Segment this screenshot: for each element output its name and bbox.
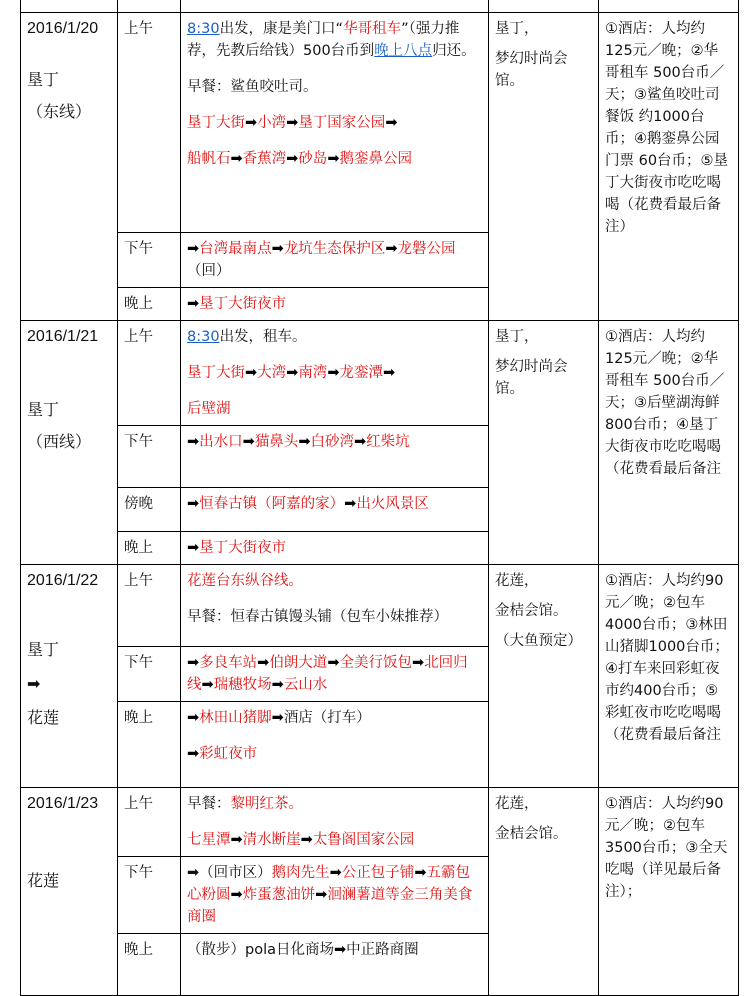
day3-eve-part2 — [187, 743, 482, 765]
arrow-icon: ➡ — [187, 434, 200, 450]
route-stop: 大湾 — [257, 365, 287, 381]
day1-breakfast: 早餐：鲨鱼咬吐司。 — [187, 79, 318, 95]
day1-hotel-cell — [489, 13, 599, 321]
day1-am-route2 — [187, 148, 482, 170]
route-stop: 垦丁大街 — [187, 365, 245, 381]
day2-am-route2: 后壁湖 — [187, 401, 231, 417]
day1-am-text2: ”（强力推荐，先教后给钱）500台币到 — [187, 21, 460, 59]
day3-am-content — [181, 565, 489, 647]
day2-hotel-line2: 梦幻时尚会馆。 — [495, 359, 568, 397]
day1-time-link[interactable]: 8:30 — [187, 21, 220, 37]
day2-dusk-content — [181, 488, 489, 532]
day1-date: 2016/1/20 — [27, 20, 99, 37]
arrow-icon: ➡ — [230, 887, 243, 903]
day1-notes: ①酒店：人均约125元／晚；②华哥租车 500台币／天；③鲨鱼咬吐司餐饭 约1000台币；④鹅銮鼻公园门票 60台币；⑤垦丁大街夜市吃吃喝喝（花费看最后备注） — [599, 13, 739, 321]
day4-place: 花莲 — [27, 873, 60, 890]
route-stop: 伯朗大道 — [269, 655, 328, 671]
arrow-icon: ➡ — [271, 677, 284, 693]
day3-arrow: ➡ — [27, 676, 41, 693]
arrow-icon: ➡ — [187, 496, 200, 512]
day3-eve-arrow: ➡ — [271, 710, 284, 726]
arrow-icon: ➡ — [327, 151, 340, 167]
route-stop: 洄澜薯道等金三角美食商圈 — [187, 887, 473, 925]
route-stop: 船帆石 — [187, 151, 231, 167]
day2-date: 2016/1/21 — [27, 328, 99, 345]
arrow-icon: ➡ — [298, 434, 311, 450]
arrow-icon: ➡ — [286, 151, 299, 167]
arrow-icon: ➡ — [257, 655, 270, 671]
route-stop: 红柴坑 — [366, 434, 410, 450]
day3-date: 2016/1/22 — [27, 572, 99, 589]
route-stop: 彩虹夜市 — [199, 746, 258, 762]
day3-place: 垦丁 — [27, 642, 60, 659]
day2-place-sub: （西线） — [27, 434, 92, 451]
day2-notes: ①酒店：人均约125元／晚；②华哥租车 500台币／天；③后壁湖海鲜800台币；④垦丁大街夜市吃吃喝喝（花费看最后备注 — [599, 321, 739, 565]
day4-eve-arrow: ➡ — [334, 942, 347, 958]
day3-eve-label: 晚上 — [118, 702, 181, 788]
day1-pm-content — [181, 233, 489, 288]
arrow-icon: ➡ — [230, 151, 243, 167]
day2-am-route1 — [187, 362, 482, 384]
route-stop: 台湾最南点 — [199, 241, 272, 257]
day3-eve-content — [181, 702, 489, 788]
day4-date-cell — [21, 788, 118, 996]
day4-eve-label: 晚上 — [118, 934, 181, 996]
day4-date: 2016/1/23 — [27, 795, 99, 812]
day2-morning-row — [21, 321, 739, 426]
arrow-icon: ➡ — [315, 887, 328, 903]
itinerary-table — [20, 0, 739, 996]
day1-am-text3: 归还。 — [432, 43, 476, 59]
route-stop: 白砂湾 — [310, 434, 354, 450]
day4-pm-label: 下午 — [118, 857, 181, 934]
day2-pm-route — [187, 434, 410, 450]
day3-eve-part1 — [187, 710, 272, 726]
route-stop: 香蕉湾 — [242, 151, 287, 167]
route-stop: 云山水 — [283, 677, 328, 693]
day3-hotel-line3: （大鱼预定） — [495, 633, 582, 649]
day2-hotel-cell — [489, 321, 599, 565]
arrow-icon: ➡ — [327, 655, 340, 671]
arrow-icon: ➡ — [300, 832, 313, 848]
route-stop: 小湾 — [257, 115, 287, 131]
arrow-icon: ➡ — [411, 655, 425, 671]
day3-hotel-line2: 金桔会馆。 — [495, 603, 568, 619]
day4-hotel-line2: 金桔会馆。 — [495, 826, 568, 842]
day4-eve-text2: 中正路商圈 — [346, 942, 419, 958]
route-stop: 七星潭 — [187, 832, 231, 848]
arrow-icon: ➡ — [201, 677, 214, 693]
arrow-icon: ➡ — [382, 365, 396, 381]
day3-date-cell — [21, 565, 118, 788]
day1-eve-label: 晚上 — [118, 288, 181, 321]
arrow-icon: ➡ — [187, 710, 200, 726]
day2-pm-label: 下午 — [118, 426, 181, 488]
arrow-icon: ➡ — [242, 434, 255, 450]
route-stop: 龙銮潭 — [339, 365, 383, 381]
day4-pm-content — [181, 857, 489, 934]
route-stop: 北回归线 — [187, 655, 468, 693]
arrow-icon: ➡ — [329, 865, 342, 881]
day3-eve-hotel: 酒店（打车） — [283, 710, 371, 726]
day1-pm-route — [187, 241, 455, 257]
day3-hotel-cell — [489, 565, 599, 788]
day1-return-link[interactable]: 晚上八点 — [374, 43, 433, 59]
route-stop: 鹅肉先生 — [271, 865, 330, 881]
route-stop: 五霸包心粉圆 — [187, 865, 470, 903]
route-stop: 猫鼻头 — [254, 434, 299, 450]
arrow-icon: ➡ — [230, 832, 243, 848]
day4-pm-head: ➡（回市区） — [187, 865, 272, 881]
arrow-icon: ➡ — [245, 115, 258, 131]
day1-am-label: 上午 — [118, 13, 181, 233]
day1-place: 垦丁 — [27, 72, 60, 89]
day4-hotel-cell — [489, 788, 599, 996]
day4-am-label: 上午 — [118, 788, 181, 857]
arrow-icon: ➡ — [286, 115, 299, 131]
arrow-icon: ➡ — [271, 241, 284, 257]
day3-am-label: 上午 — [118, 565, 181, 647]
day2-am-label: 上午 — [118, 321, 181, 426]
day1-eve-content — [181, 288, 489, 321]
day2-place: 垦丁 — [27, 402, 60, 419]
day1-hotel-line2: 梦幻时尚会馆。 — [495, 51, 568, 89]
day4-hotel-line1: 花莲， — [495, 796, 539, 812]
day2-time-link[interactable]: 8:30 — [187, 329, 220, 345]
day4-notes: ①酒店：人均约90元／晚；②包车3500台币；③全天吃喝（详见最后备注）； — [599, 788, 739, 996]
route-stop: 出火风景区 — [356, 496, 429, 512]
arrow-icon: ➡ — [245, 365, 258, 381]
day4-am-route — [187, 829, 482, 851]
arrow-icon: ➡ — [385, 115, 398, 131]
arrow-icon: ➡ — [187, 540, 200, 556]
day2-pm-content — [181, 426, 489, 488]
day2-eve-route — [187, 540, 286, 556]
day2-dusk-label: 傍晚 — [118, 488, 181, 532]
day3-morning-row — [21, 565, 739, 647]
arrow-icon: ➡ — [187, 296, 200, 312]
day3-pm-label: 下午 — [118, 647, 181, 702]
arrow-icon: ➡ — [187, 655, 200, 671]
route-stop: 瑞穗牧场 — [213, 677, 272, 693]
route-stop: 全美行饭包 — [339, 655, 412, 671]
day3-notes: ①酒店：人均约90元／晚；②包车4000台币；③林田山猪脚1000台币；④打车来回彩虹夜市约400台币；⑤彩虹夜市吃吃喝喝（花费看最后备注 — [599, 565, 739, 788]
day4-breakfast-label: 早餐： — [187, 796, 231, 812]
route-stop: 鹅銮鼻公园 — [339, 151, 412, 167]
day4-morning-row — [21, 788, 739, 857]
day4-eve-content — [181, 934, 489, 996]
day3-hotel-line1: 花莲， — [495, 573, 539, 589]
route-stop: 南湾 — [298, 365, 328, 381]
day2-eve-content — [181, 532, 489, 565]
day3-breakfast: 早餐：恒春古镇馒头铺（包车小妹推荐） — [187, 609, 448, 625]
arrow-icon: ➡ — [353, 434, 367, 450]
route-stop: 出水口 — [199, 434, 243, 450]
day3-place-to: 花莲 — [27, 710, 60, 727]
arrow-icon: ➡ — [187, 746, 200, 762]
route-stop: 砂岛 — [298, 151, 328, 167]
header-spacer-row — [21, 0, 739, 13]
day1-date-cell — [21, 13, 118, 321]
day1-am-text1: 出发，康是美门口“ — [219, 21, 344, 37]
day1-morning-row — [21, 13, 739, 233]
day2-eve-label: 晚上 — [118, 532, 181, 565]
route-stop: 林田山猪脚 — [199, 710, 272, 726]
route-stop: 垦丁大街夜市 — [199, 296, 287, 312]
day4-eve-text1: （散步）pola日化商场 — [187, 942, 334, 958]
arrow-icon: ➡ — [344, 496, 357, 512]
route-stop: 多良车站 — [199, 655, 258, 671]
route-stop: 太鲁阁国家公园 — [312, 832, 415, 848]
arrow-icon: ➡ — [327, 365, 340, 381]
route-stop: 清水断崖 — [242, 832, 301, 848]
day1-am-route1 — [187, 112, 482, 134]
day1-am-content — [181, 13, 489, 233]
day2-hotel-line1: 垦丁， — [495, 329, 539, 345]
route-stop: 龙坑生态保护区 — [283, 241, 386, 257]
day1-rental: 华哥租车 — [343, 21, 402, 37]
route-stop: 恒春古镇（阿嘉的家） — [199, 496, 345, 512]
route-stop: 垦丁大街 — [187, 115, 245, 131]
arrow-icon: ➡ — [187, 241, 200, 257]
day1-place-sub: （东线） — [27, 104, 92, 121]
route-stop: 垦丁国家公园 — [298, 115, 386, 131]
route-stop: 炸蛋葱油饼 — [242, 887, 316, 903]
route-stop: 龙磐公园 — [397, 241, 456, 257]
arrow-icon: ➡ — [286, 365, 299, 381]
day4-breakfast: 黎明红茶。 — [230, 796, 303, 812]
day4-am-content — [181, 788, 489, 857]
route-stop: 垦丁大街夜市 — [199, 540, 287, 556]
day3-pm-route — [187, 655, 468, 693]
day1-pm-tail: （回） — [187, 263, 231, 279]
day3-am-route: 花莲台东纵谷线。 — [187, 573, 303, 589]
day1-pm-label: 下午 — [118, 233, 181, 288]
day1-eve-route — [187, 296, 286, 312]
route-stop: 公正包子铺 — [341, 865, 415, 881]
arrow-icon: ➡ — [414, 865, 427, 881]
day2-dusk-route — [187, 496, 429, 512]
day3-pm-content — [181, 647, 489, 702]
day2-am-content — [181, 321, 489, 426]
day2-am-text: 出发，租车。 — [219, 329, 307, 345]
arrow-icon: ➡ — [385, 241, 398, 257]
day2-date-cell — [21, 321, 118, 565]
day1-hotel-line1: 垦丁， — [495, 21, 539, 37]
